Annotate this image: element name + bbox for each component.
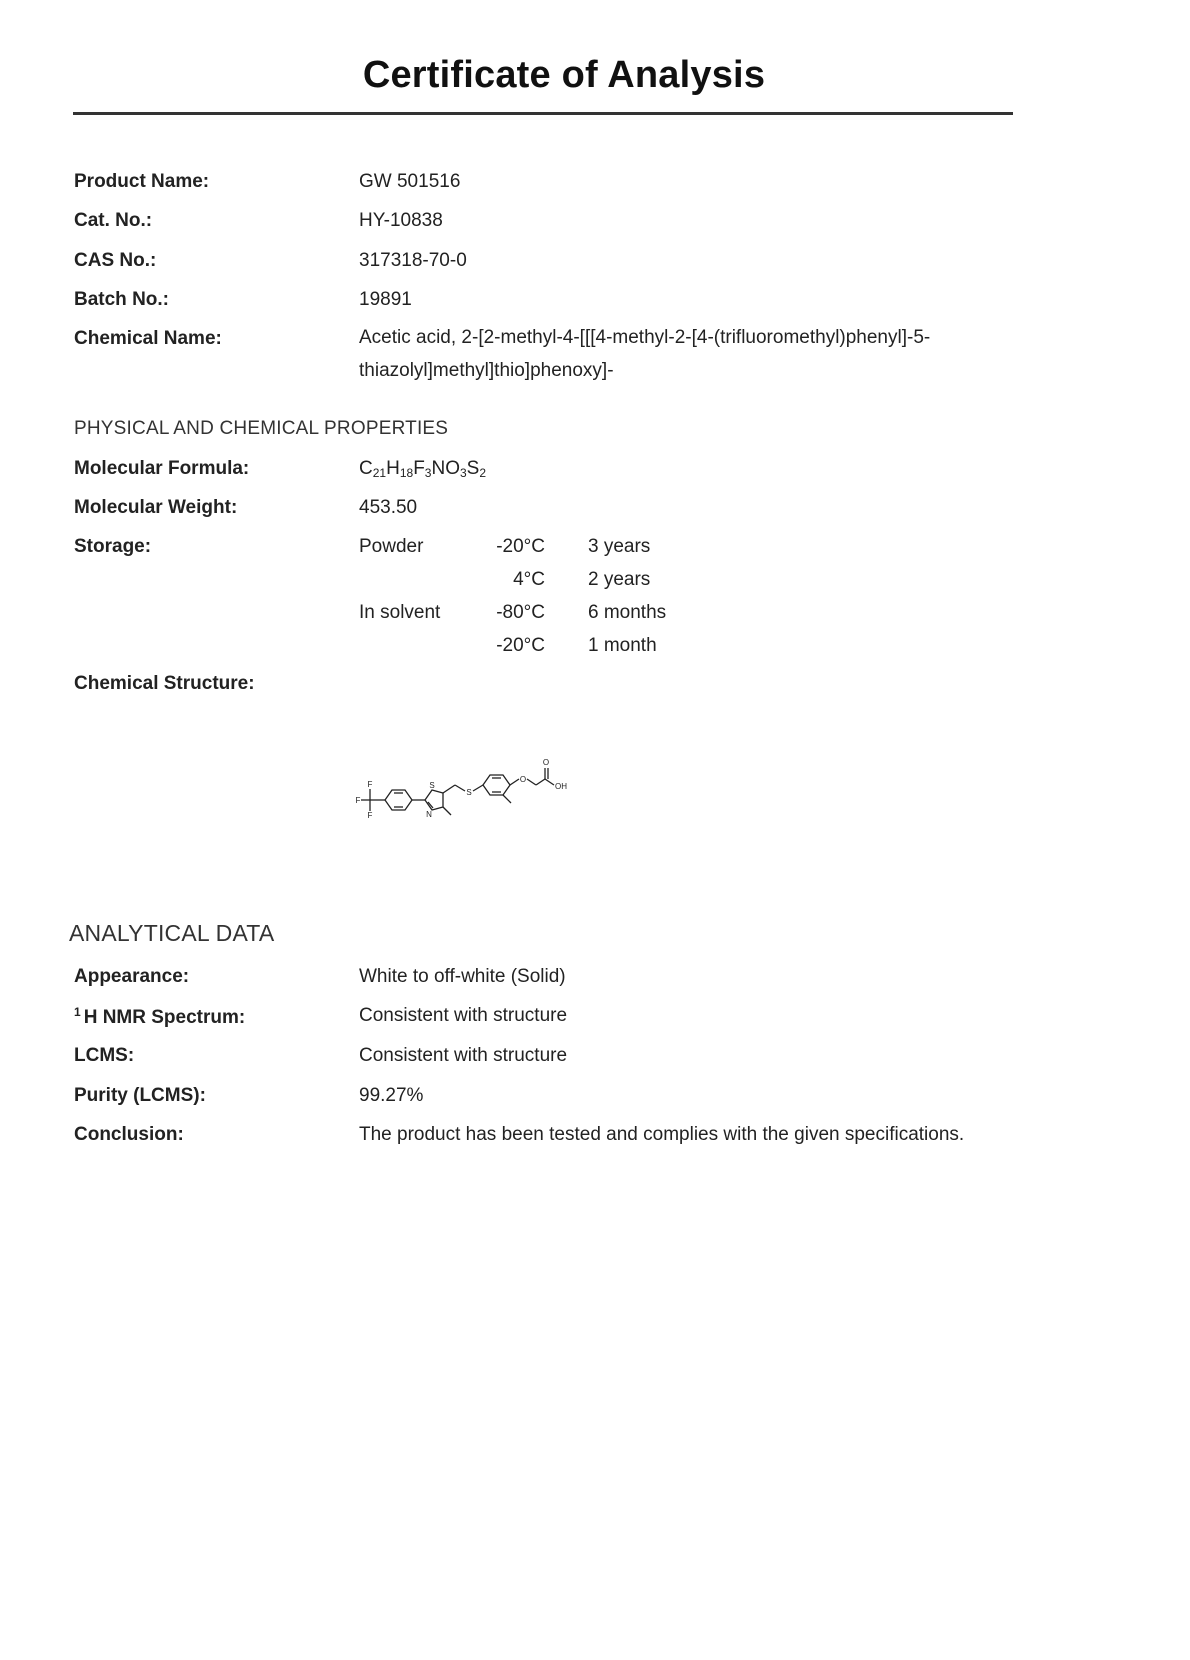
document-title: Certificate of Analysis [362,54,766,96]
analytical-heading: ANALYTICAL DATA [69,920,275,946]
atom-o: O [542,758,550,767]
storage-temp: -80°C [496,602,545,623]
atom-n: N [426,810,432,819]
nmr-label [74,1005,245,1029]
atom-s: S [466,788,472,797]
chemical-name-value [359,321,930,387]
molecular-weight-label: Molecular Weight: [74,497,238,518]
nmr-value: Consistent with structure [359,1005,568,1026]
storage-temp: -20°C [496,536,545,557]
product-name-value: GW 501516 [359,171,461,192]
storage-form: In solvent [359,602,441,623]
atom-oh: OH [555,782,567,791]
chemical-name-line-1: Acetic acid, 2-[2-methyl-4-[[[4-methyl-2-[4-(trifluoromethyl)phenyl]-5- [359,327,931,348]
atom-f: F [355,796,361,805]
nmr-label-text: H NMR Spectrum: [83,1007,246,1028]
cas-no-label: CAS No.: [74,250,157,271]
storage-duration: 2 years [588,569,651,590]
storage-form: Powder [359,536,424,557]
properties-heading: PHYSICAL AND CHEMICAL PROPERTIES [74,418,449,439]
product-name-label: Product Name: [74,171,210,192]
storage-label: Storage: [74,536,152,557]
atom-f: F [367,811,373,820]
chemical-structure-image [355,755,615,850]
chemical-name-line-2: thiazolyl]methyl]thio]phenoxy]- [359,360,614,381]
storage-duration: 1 month [588,635,657,656]
storage-temp: -20°C [496,635,545,656]
storage-duration: 3 years [588,536,651,557]
molecular-formula-label: Molecular Formula: [74,458,250,479]
conclusion-label: Conclusion: [74,1124,184,1145]
cas-no-value: 317318-70-0 [359,250,467,271]
storage-temp: 4°C [513,569,545,590]
atom-f: F [367,780,373,789]
appearance-label: Appearance: [74,966,190,987]
conclusion-value: The product has been tested and complies with the given specifications. [359,1124,965,1145]
storage-duration: 6 months [588,602,667,623]
chemical-name-label: Chemical Name: [74,328,222,349]
nmr-superscript: 1 [74,1005,81,1019]
cat-no-label: Cat. No.: [74,210,153,231]
title-divider [73,112,1013,115]
cat-no-value: HY-10838 [359,210,443,231]
chemical-structure-label: Chemical Structure: [74,673,255,694]
molecular-weight-value: 453.50 [359,497,418,518]
lcms-label: LCMS: [74,1045,135,1066]
purity-label: Purity (LCMS): [74,1085,206,1106]
appearance-value: White to off-white (Solid) [359,966,566,987]
batch-no-value: 19891 [359,289,412,310]
molecular-formula-value: $C_{21}H_{18}F_3NO_3S_2$ [359,458,487,480]
lcms-value: Consistent with structure [359,1045,568,1066]
purity-value: 99.27% [359,1085,424,1106]
batch-no-label: Batch No.: [74,289,169,310]
atom-o: O [519,775,527,784]
atom-s: S [429,781,435,790]
